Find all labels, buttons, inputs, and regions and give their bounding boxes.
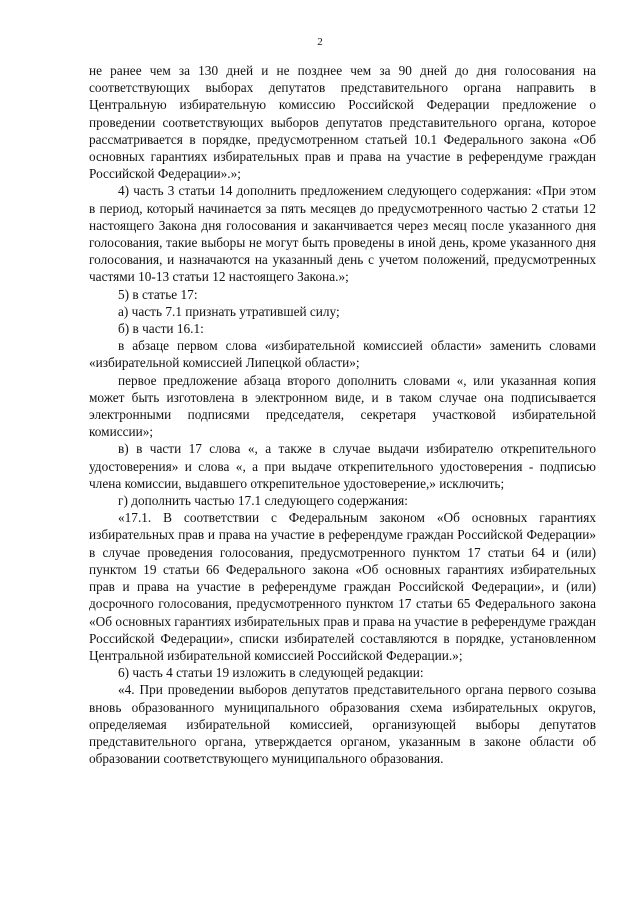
paragraph: 4) часть 3 статьи 14 дополнить предложением следующего содержания: «При этом в период, который начинается за пять месяцев до предусмотренного частью 2 статьи 12 настоящего Закона дня голосования и заканчивается через месяц после указанного дня голосования, такие выборы не могут быть проведены в иной день, кроме указанного дня голосования, и назначаются на указанный день с учетом положений, предусмотренных частями 10-13 статьи 12 настоящего Закона.»; (89, 183, 596, 285)
document-body (89, 62, 596, 767)
page-number: 2 (317, 36, 323, 48)
paragraph: г) дополнить частью 17.1 следующего содержания: (118, 493, 408, 509)
paragraph: 6) часть 4 статьи 19 изложить в следующей редакции: (118, 665, 424, 681)
paragraph: в) в части 17 слова «, а также в случае выдачи избирателю открепительного удостоверения» и слова «, а при выдаче открепительного удостоверения - подписью члена комиссии, выдавшего открепительное удостоверение,» исключить; (89, 441, 596, 491)
paragraph: не ранее чем за 130 дней и не позднее чем за 90 дней до дня голосования на соответствующих выборах депутатов представительного органа направить в Центральную избирательную комиссию Российской Федерации предложение о проведении соответствующих выборов депутатов представительного органа, которое рассматривается в порядке, предусмотренном статьей 10.1 Федерального закона «Об основных гарантиях избирательных прав и права на участие в референдуме граждан Российской Федерации».»; (89, 63, 596, 182)
paragraph: а) часть 7.1 признать утратившей силу; (118, 303, 340, 319)
paragraph: первое предложение абзаца второго дополнить словами «, или указанная копия может быть изготовлена в электронном виде, и в таком случае она подписывается электронными подписями председателя, секретаря участковой избирательной комиссии»; (89, 372, 596, 440)
paragraph: «17.1. В соответствии с Федеральным законом «Об основных гарантиях избирательных прав и права на участие в референдуме граждан Российской Федерации» в случае проведения голосования, предусмотренного пунктом 17 статьи 64 и (или) пунктом 19 статьи 66 Федерального закона «Об основных гарантиях избирательных прав и права на участие в референдуме граждан Российской Федерации», и (или) досрочного голосования, предусмотренного пунктом 17 статьи 65 Федерального закона «Об основных гарантиях избирательных прав и права на участие в референдуме граждан Российской Федерации», списки избирателей составляются в порядке, установленном Центральной избирательной комиссией Российской Федерации.»; (89, 510, 596, 663)
paragraph: «4. При проведении выборов депутатов представительного органа первого созыва вновь образованного муниципального образования схема избирательных округов, определяемая избирательной комиссией, организующей выборы депутатов представительного органа, утверждается органом, указанным в законе области об образовании соответствующего муниципального образования. (89, 682, 596, 767)
paragraph: 5) в статье 17: (118, 286, 198, 302)
paragraph: б) в части 16.1: (118, 321, 204, 337)
paragraph: в абзаце первом слова «избирательной комиссией области» заменить словами «избирательной комиссией Липецкой области»; (89, 338, 596, 371)
